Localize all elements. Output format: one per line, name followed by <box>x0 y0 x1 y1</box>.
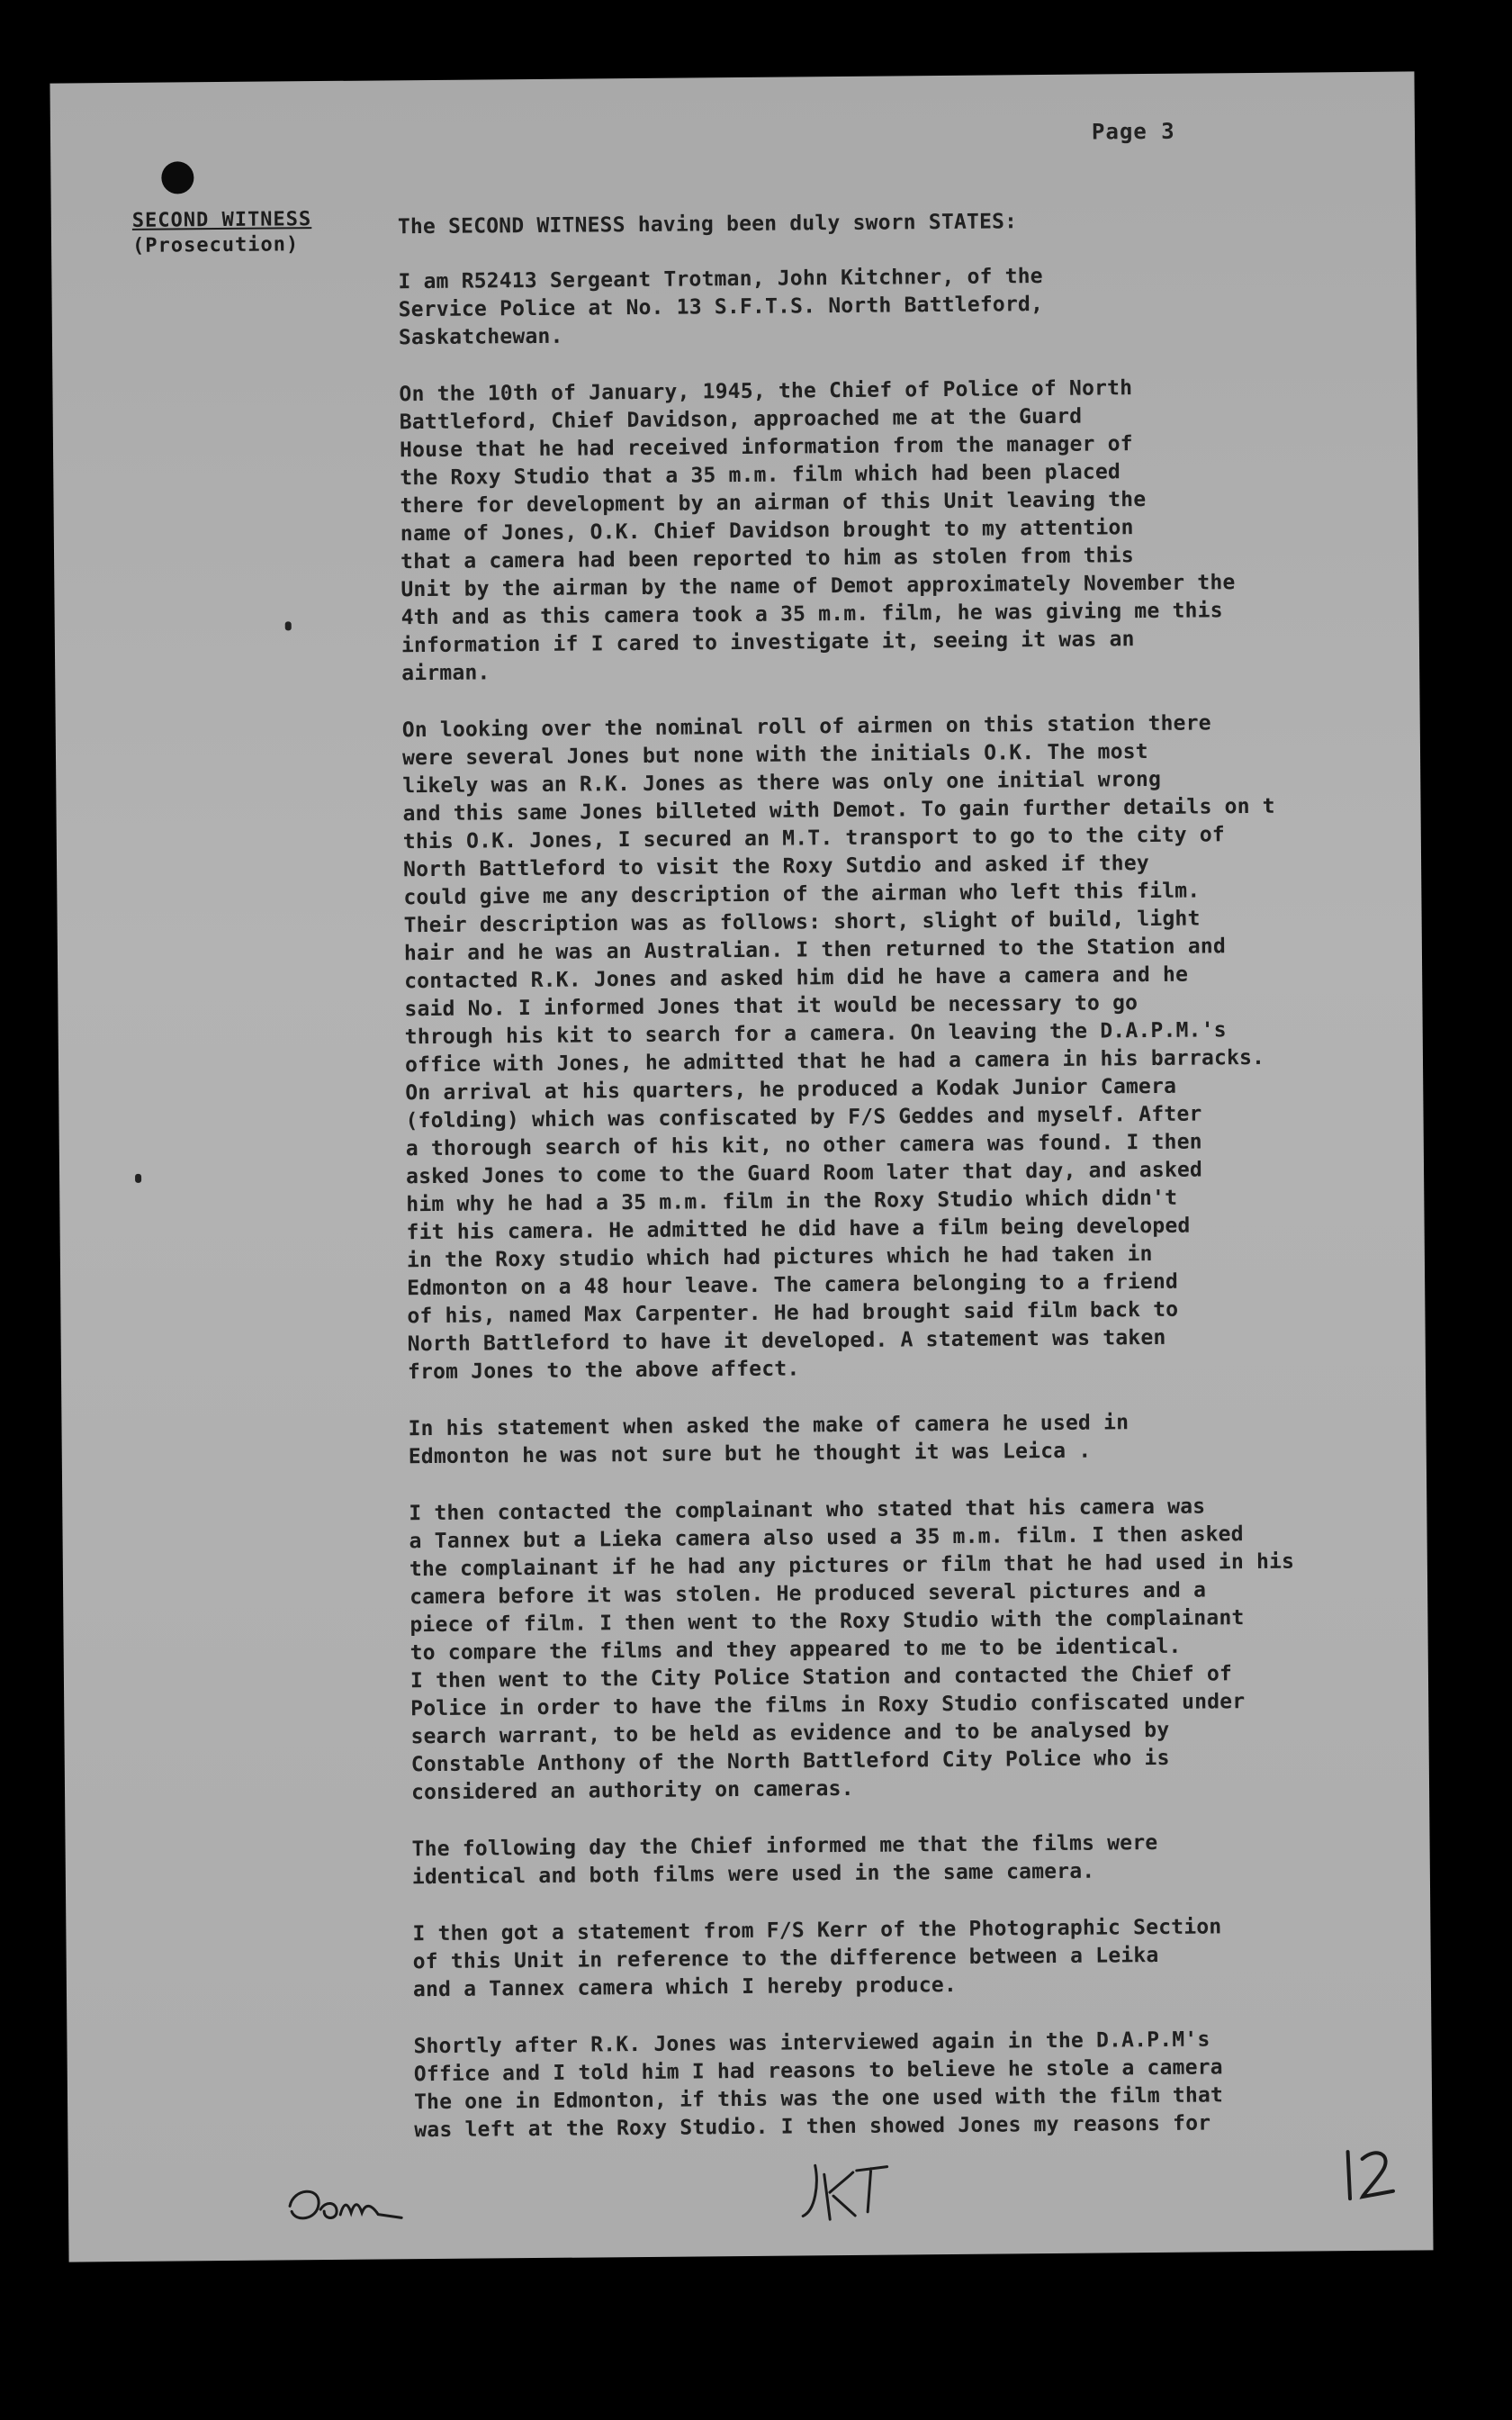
witness-label: SECOND WITNESS <box>131 208 312 232</box>
statement-paragraph: On looking over the nominal roll of airmen on this station there were several Jones but none with the initials O.K. The most likely was an R.K. Jones as there was only one initial wrong and this same Jones billeted with Demot. To gain further details on t this O.K. Jones, I secured an M.T. transport to go to the city of North Battleford to visit the Roxy Sutdio and asked if they could give me any description of the airman who left this film. Their description was as follows: short, slight of build, light hair and he was an Australian. I then returned to the Station and contacted R.K. Jones and asked him did he have a camera and he said No. I informed Jones that it would be necessary to go through his kit to search for a camera. On leaving the D.A.P.M.'s office with Jones, he admitted that he had a camera in his barracks. On arrival at his quarters, he produced a Kodak Junior Camera (folding) which was confiscated by F/S Geddes and myself. After a thorough search of his kit, no other camera was found. I then asked Jones to come to the Guard Room later that day, and asked him why he had a 35 m.m. film in the Roxy Studio which didn't fit his camera. He admitted he did have a film being developed in the Roxy studio which had pictures which he had taken in Edmonton on a 48 hour leave. The camera belonging to a friend of his, named Max Carpenter. He had brought said film back to North Battleford to have it developed. A statement was taken from Jones to the above affect. <box>401 711 1275 1385</box>
statement-paragraph: Shortly after R.K. Jones was interviewed again in the D.A.P.M's Office and I told him I had reasons to believe he stole a camera The one in Edmonton, if this was the one used with the film that was left at the Roxy Studio. I then showed Jones my reasons for <box>413 2027 1224 2143</box>
margin-mark <box>135 1174 141 1183</box>
statement-paragraph: In his statement when asked the make of camera he used in Edmonton he was not sure but he thought it was Leica . <box>408 1411 1130 1469</box>
handwritten-initials-left <box>284 2178 411 2233</box>
document-page <box>50 71 1433 2262</box>
statement-body <box>398 205 1423 2174</box>
statement-paragraph: I am R52413 Sergeant Trotman, John Kitchner, of the Service Police at No. 13 S.F.T.S. North Battleford, Saskatchewan. <box>398 265 1044 350</box>
statement-paragraph: The following day the Chief informed me that the films were identical and both films were used in the same camera. <box>411 1830 1158 1890</box>
statement-paragraph: I then contacted the complainant who stated that his camera was a Tannex but a Lieka camera also used a 35 m.m. film. I then asked the complainant if he had any pictures or film that he had used in his camera before it was stolen. He produced several pictures and a piece of film. I then went to the Roxy Studio with the complainant to compare the films and they appeared to me to be identical. I then went to the City Police Station and contacted the Chief of Police in order to have the films in Roxy Studio confiscated under search warrant, to be held as evidence and to be analysed by Constable Anthony of the North Battleford City Police who is considered an authority on cameras. <box>409 1494 1295 1805</box>
statement-paragraph: I then got a statement from F/S Kerr of the Photographic Section of this Unit in reference to the difference between a Leika and a Tannex camera which I hereby produce. <box>412 1915 1222 2002</box>
handwritten-initials-middle <box>797 2155 906 2228</box>
handwritten-page-number <box>1336 2143 1409 2207</box>
witness-party-label: (Prosecution) <box>131 233 300 257</box>
page-number: Page 3 <box>1091 118 1175 145</box>
margin-mark <box>285 621 292 630</box>
statement-paragraph: On the 10th of January, 1945, the Chief of Police of North Battleford, Chief Davidson, approached me at the Guard House that he had received information from the manager of the Roxy Studio that a 35 m.m. film which had been placed there for development by an airman of this Unit leaving the name of Jones, O.K. Chief Davidson brought to my attention that a camera had been reported to him as stolen from this Unit by the airman by the name of Demot approximately November the 4th and as this camera took a 35 m.m. film, he was giving me this information if I cared to investigate it, seeing it was an airman. <box>399 376 1236 686</box>
punch-hole <box>161 161 194 194</box>
witness-side-label <box>132 207 312 259</box>
statement-paragraph: The SECOND WITNESS having been duly sworn STATES: <box>397 210 1018 239</box>
